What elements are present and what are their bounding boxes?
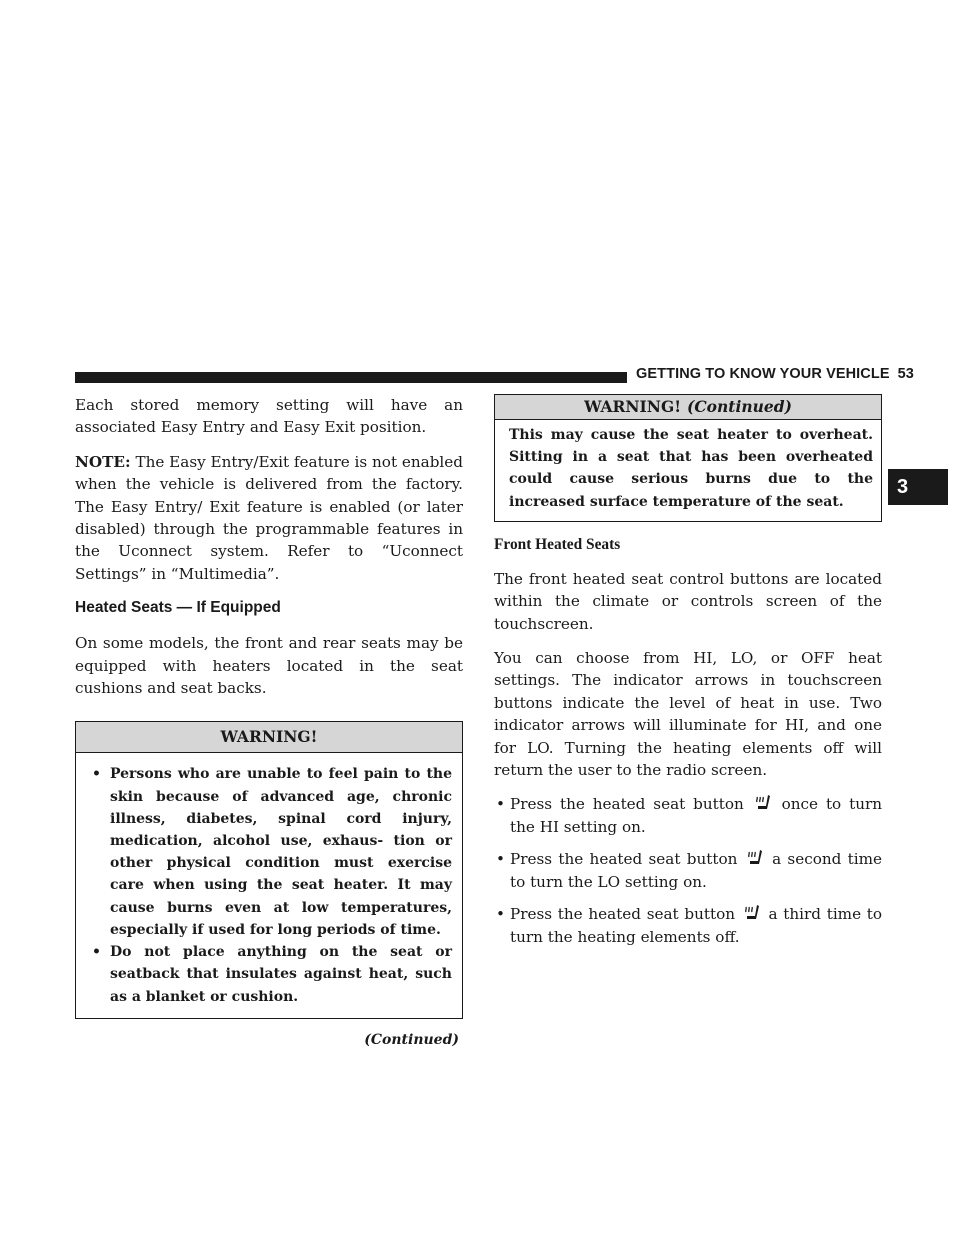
warning-title: WARNING!	[76, 722, 462, 753]
warning-item: • Do not place anything on the seat or seatback that insulates against heat, such as a blanket or cushion.	[86, 941, 452, 1008]
warning-item: • Persons who are unable to feel pain to the skin because of advanced age, chronic illness, diabetes, spinal cord injury, medication, alcohol use, exhaus- tion or other physical condition must exercise care when using the seat heater. It may cause burns even at low temperatures, especially if used for long periods of time.	[86, 763, 452, 941]
subsection-heading: Front Heated Seats	[494, 535, 621, 553]
note-paragraph	[75, 451, 463, 585]
right-column	[494, 394, 882, 958]
warning-box	[75, 721, 463, 1018]
continued-label: (Continued)	[364, 1031, 459, 1048]
instruction-item	[494, 903, 882, 948]
header-rule	[75, 372, 627, 383]
left-column	[75, 394, 463, 1051]
instruction-item	[494, 793, 882, 838]
warning-continued-box	[494, 394, 882, 522]
warning-continued-text: This may cause the seat heater to overheat. Sitting in a seat that has been overheated could cause serious burns due to the increased surface temperature of the seat.	[509, 427, 873, 510]
front-heated-paragraph-1: The front heated seat control buttons are located within the climate or controls screen of the touchscreen.	[494, 569, 882, 633]
instruction-list	[494, 793, 882, 947]
instruction-text: Press the heated seat button	[510, 795, 744, 814]
note-text: The Easy Entry/Exit feature is not enabled when the vehicle is delivered from the factory. The Easy Entry/ Exit feature is enabled (or later disabled) through the programmable features in the Uconnect system. Refer to “Uconnect Settings” in “Multimedia”.	[75, 452, 463, 583]
instruction-text: a second time to turn the LO setting on.	[510, 850, 883, 891]
instruction-text: Press the heated seat button	[510, 850, 738, 869]
running-header	[636, 366, 914, 382]
instruction-text: Press the heated seat button	[510, 905, 736, 924]
page-number: 53	[897, 366, 914, 382]
heated-seat-icon	[743, 904, 761, 922]
chapter-tab: 3	[888, 469, 948, 505]
section-paragraph: On some models, the front and rear seats may be equipped with heaters located in the seat cushions and seat backs.	[75, 634, 463, 698]
note-label: NOTE:	[75, 452, 131, 471]
instruction-item	[494, 848, 882, 893]
section-heading: Heated Seats — If Equipped	[75, 599, 281, 617]
instruction-text: once to turn the HI setting on.	[510, 795, 883, 836]
intro-paragraph: Each stored memory setting will have an associated Easy Entry and Easy Exit position.	[75, 396, 463, 437]
instruction-text: a third time to turn the heating elements off.	[510, 905, 883, 946]
warning-continued-title	[495, 395, 881, 420]
front-heated-paragraph-2: You can choose from HI, LO, or OFF heat settings. The indicator arrows in touchscreen buttons indicate the level of heat in use. Two indicator arrows will illuminate for HI, and one for LO. Turning the heating elements off will return the user to the radio screen.	[494, 649, 882, 780]
warning-title-suffix: (Continued)	[687, 397, 792, 416]
heated-seat-icon	[746, 849, 764, 867]
warning-continued-body	[495, 420, 881, 521]
warning-body	[76, 753, 462, 1017]
heated-seat-icon	[754, 794, 772, 812]
warning-title-text: WARNING!	[584, 397, 682, 416]
header-title: GETTING TO KNOW YOUR VEHICLE	[636, 366, 890, 382]
